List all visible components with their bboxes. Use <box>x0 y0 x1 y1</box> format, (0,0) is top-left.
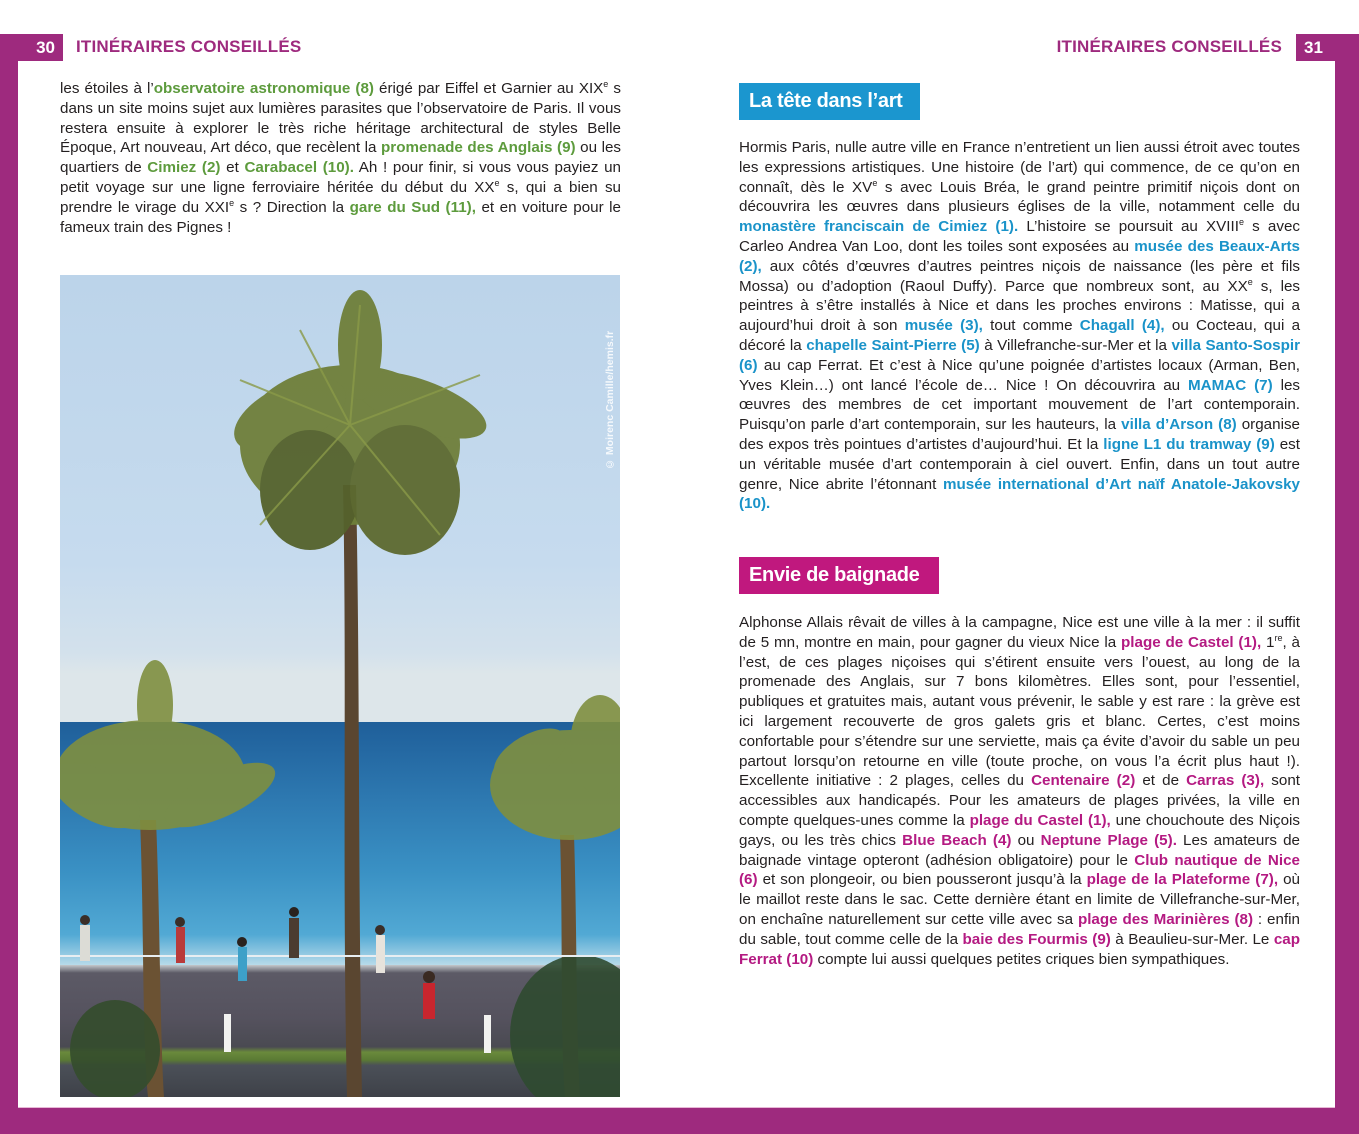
highlighted-place-name: plage de la Plateforme (7), <box>1086 871 1279 889</box>
highlighted-place-name: Cimiez (2) <box>147 159 221 177</box>
beach-section-paragraph: Alphonse Allais rêvait de villes à la campagne, Nice est une ville à la mer : il suffit de 5 mn, montre en main, pour gagner du vieux Nice la plage de Castel (1), 1re, à l’est, de ces plages niçoises qui s’étirent ensuite vers l’ouest, au long de la promenade des Anglais, sur 7 bons kilomètres. Elles sont, pour l’essentiel, publiques et gratuites mais, autant vous prévenir, le sable y est rare : la grève est ici largement recouverte de gros galets gris et blanc. Certes, c’est moins confortable pour s’étendre sur une serviette, mais ça évite d’avoir du sable un peu partout lorsqu’on retourne en ville (toute proche, on vous l’a écrit plus haut !). Excellente initiative : 2 plages, celles du Centenaire (2) et de Carras (3), sont accessibles aux handicapés. Pour les amateurs de plages privées, la ville en compte quelques-unes comme la plage du Castel (1), une chouchoute des Niçois gays, ou les très chics Blue Beach (4) ou Neptune Plage (5). Les amateurs de baignade vintage opteront (adhésion obligatoire) pour le Club nautique de Nice (6) et son plongeoir, ou bien pousseront jusqu’à la plage de la Plateforme (7), où le maillot reste dans le sac. Cette dernière étant en limite de Villefranche-sur-Mer, on enchaîne naturellement sur cette ville avec sa plage des Marinières (8) : enfin du sable, tout comme celle de la baie des Fourmis (9) à Beaulieu-sur-Mer. Le cap Ferrat (10) compte lui aussi quelques petites criques bien sympathiques. <box>739 614 1300 968</box>
page-frame-left <box>0 34 18 1134</box>
highlighted-place-name: villa d’Arson (8) <box>1121 416 1237 434</box>
page-frame-right <box>1335 34 1359 1134</box>
running-head-left: ITINÉRAIRES CONSEILLÉS <box>76 37 302 56</box>
highlighted-place-name: ligne L1 du tramway (9) <box>1103 435 1275 453</box>
page-number-right: 31 <box>1296 34 1359 61</box>
highlighted-place-name: Blue Beach (4) <box>902 831 1012 849</box>
highlighted-place-name: cap Ferrat (10) <box>739 930 1300 968</box>
highlighted-place-name: musée des Beaux-Arts (2), <box>739 237 1300 275</box>
photo-credit: © Moirenc Camille/hemis.fr <box>604 330 616 470</box>
highlighted-place-name: monastère franciscain de Cimiez (1). <box>739 218 1019 236</box>
highlighted-place-name: chapelle Saint-Pierre (5) <box>806 336 980 354</box>
superscript: e <box>872 177 878 188</box>
highlighted-place-name: Neptune Plage (5). <box>1040 831 1177 849</box>
highlighted-place-name: plage des Marinières (8) <box>1077 910 1254 928</box>
section-heading-art: La tête dans l’art <box>739 83 920 120</box>
art-section-paragraph: Hormis Paris, nulle autre ville en France n’entretient un lien aussi étroit avec toutes les expressions artistiques. Une histoire (de l’art) qui commence, de ce qu’on en connaît, dès le XVe s avec Louis Bréa, le grand peintre primitif niçois dont on découvrira les œuvres dans plusieurs églises de la ville, notamment celle du monastère franciscain de Cimiez (1). L’histoire se poursuit au XVIIIe s avec Carleo Andrea Van Loo, dont les toiles sont exposées au musée des Beaux-Arts (2), aux côtés d’œuvres d’autres peintres niçois de naissance (les père et fils Mossa) ou d’adoption (Raoul Duffy). Parce que nombreux sont, au XXe s, les peintres à s’être installés à Nice et dans les proches environs : Matisse, qui a aujourd’hui droit à son musée (3), tout comme Chagall (4), ou Cocteau, qui a décoré la chapelle Saint-Pierre (5) à Villefranche-sur-Mer et la villa Santo-Sospir (6) au cap Ferrat. Et c’est à Nice qu’une poignée d’artistes locaux (Arman, Ben, Yves Klein…) ont lancé l’école de… Nice ! On découvrira au MAMAC (7) les œuvres des membres de cet important mouvement de l’art contemporain. Puisqu’on parle d’art contemporain, sur les hauteurs, la villa d’Arson (8) organise des expos très pointues d’artistes d’aujourd’hui. Et la ligne L1 du tramway (9) est un véritable musée d’art contemporain à ciel ouvert. Enfin, dans un tout autre genre, Nice abrite l’étonnant musée international d’Art naïf Anatole-Jakovsky (10). <box>739 139 1301 513</box>
promenade-photo <box>60 275 620 1097</box>
superscript: re <box>1274 632 1283 643</box>
page-frame-bottom <box>0 1108 1359 1134</box>
highlighted-place-name: musée international d’Art naïf Anatole-Jakovsky (10). <box>739 475 1300 513</box>
section-heading-beach: Envie de baignade <box>739 557 939 594</box>
highlighted-place-name: musée (3), <box>904 317 983 335</box>
running-head-right: ITINÉRAIRES CONSEILLÉS <box>1056 37 1282 56</box>
superscript: e <box>494 177 500 188</box>
highlighted-place-name: observatoire astronomique (8) <box>153 80 374 97</box>
page-number-left: 30 <box>0 34 63 61</box>
superscript: e <box>603 78 609 89</box>
highlighted-place-name: Chagall (4), <box>1079 317 1165 335</box>
highlighted-place-name: gare du Sud (11), <box>349 198 476 216</box>
superscript: e <box>1238 217 1244 228</box>
highlighted-place-name: Centenaire (2) <box>1031 772 1136 790</box>
highlighted-place-name: Carras (3), <box>1186 772 1265 790</box>
highlighted-place-name: promenade des Anglais (9) <box>381 139 576 157</box>
highlighted-place-name: Club nautique de Nice (6) <box>739 851 1300 889</box>
highlighted-place-name: baie des Fourmis (9) <box>962 930 1111 948</box>
superscript: e <box>1247 276 1253 287</box>
highlighted-place-name: plage de Castel (1), <box>1121 633 1262 651</box>
superscript: e <box>229 197 235 208</box>
highlighted-place-name: plage du Castel (1), <box>969 811 1111 829</box>
left-page-paragraph: les étoiles à l’observatoire astronomique (8) érigé par Eiffel et Garnier au XIXe s dans un site moins sujet aux lumières parasites que l’observatoire de Paris. Il vous restera ensuite à explorer le très riche héritage architectural de styles Belle Époque, Art nouveau, Art déco, que recèlent la promenade des Anglais (9) ou les quartiers de Cimiez (2) et Carabacel (10). Ah ! pour finir, si vous vous payiez un petit voyage sur une ligne ferroviaire héritée du début du XXe s, qui a bien su prendre le virage du XXIe s ? Direction la gare du Sud (11), et en voiture pour le fameux train des Pignes ! <box>60 78 622 236</box>
palm-trees-illustration <box>60 275 620 1097</box>
highlighted-place-name: MAMAC (7) <box>1188 376 1273 394</box>
highlighted-place-name: villa Santo-Sospir (6) <box>739 336 1300 374</box>
highlighted-place-name: Carabacel (10). <box>244 159 354 177</box>
